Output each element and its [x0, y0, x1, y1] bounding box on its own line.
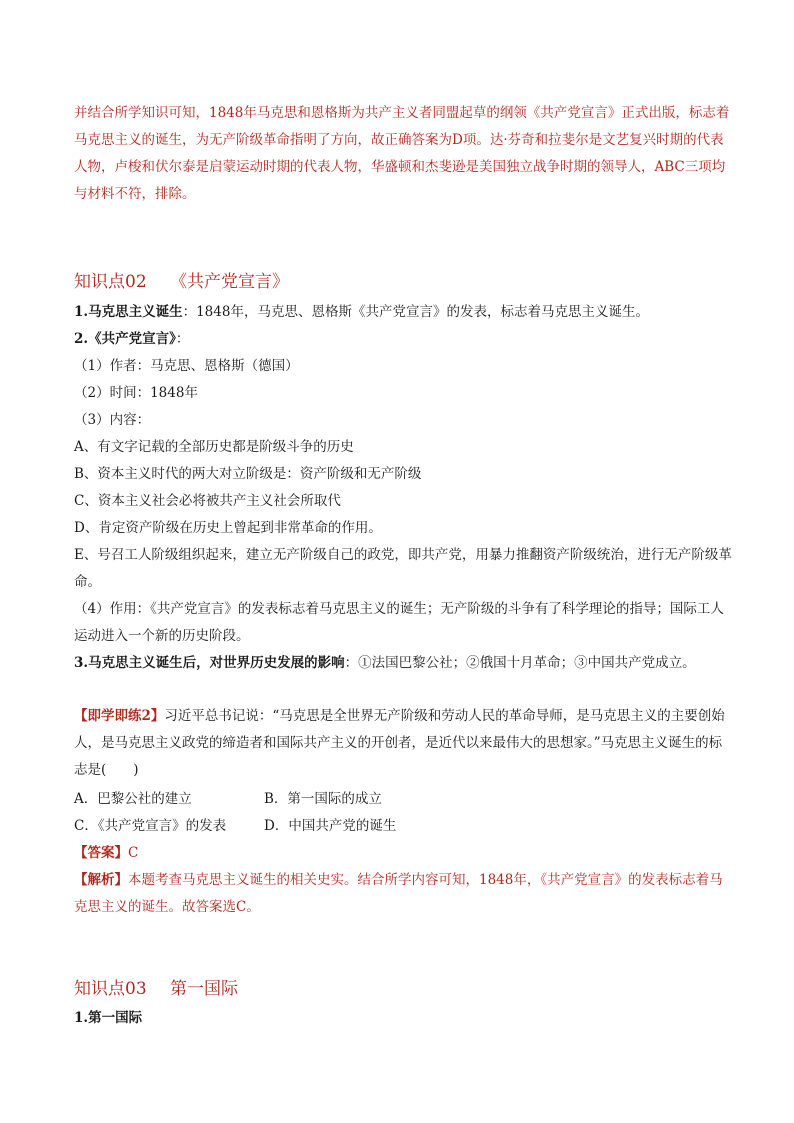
answer-tag: 【答案】 [74, 845, 128, 861]
question-text: 习近平总书记说：“马克思是全世界无产阶级和劳动人民的革命导师，是马克思主义的主要创始人，是马克思主义政党的缔造者和国际共产主义的开创者，是近代以来最伟大的思想家。”马克思主义诞生的标志是( ) [74, 708, 725, 778]
item-text: ：①法国巴黎公社；②俄国十月革命；③中国共产党成立。 [344, 655, 696, 671]
section-heading-03 [74, 977, 734, 1001]
option-d[interactable]: D．中国共产党的诞生 [264, 818, 397, 834]
item-label: 2.《共产党宣言》 [74, 331, 176, 347]
options-row-2 [74, 813, 734, 840]
options-row-1 [74, 786, 734, 813]
section3-item-1 [74, 1005, 734, 1032]
analysis-paragraph [74, 867, 734, 921]
knowledge-item-1 [74, 299, 734, 326]
answer-line [74, 840, 734, 867]
section-heading-02 [74, 270, 734, 294]
option-a[interactable]: A．巴黎公社的建立 [74, 791, 192, 807]
exercise-tag: 【即学即练2】 [74, 708, 165, 724]
content-point-c: C、资本主义社会必将被共产主义社会所取代 [74, 493, 341, 509]
manifesto-time: （2）时间：1848年 [74, 385, 198, 401]
item-label: 1.马克思主义诞生 [74, 304, 183, 320]
content-point-a: A、有文字记载的全部历史都是阶级斗争的历史 [74, 439, 354, 455]
knowledge-item-3 [74, 650, 734, 677]
manifesto-content-label: （3）内容： [74, 412, 151, 428]
section-number: 知识点03 [74, 979, 147, 999]
exercise-question [74, 703, 734, 784]
answer-value: C [128, 845, 139, 861]
content-point-e: E、号召工人阶级组织起来，建立无产阶级自己的政党，即共产党，用暴力推翻资产阶级统治，进行无产阶级革命。 [74, 547, 732, 590]
content-point-b: B、资本主义时代的两大对立阶级是：资产阶级和无产阶级 [74, 466, 422, 482]
item-text: ： [175, 331, 190, 347]
option-c[interactable]: C．《共产党宣言》的发表 [74, 818, 227, 834]
section-title: 《共产党宣言》 [170, 272, 290, 292]
content-point-d: D、肯定资产阶级在历史上曾起到非常革命的作用。 [74, 520, 382, 536]
section-title: 第一国际 [170, 979, 239, 999]
item-label: 3.马克思主义诞生后，对世界历史发展的影响 [74, 655, 345, 671]
analysis-tag: 【解析】 [74, 872, 128, 888]
option-b[interactable]: B．第一国际的成立 [264, 791, 382, 807]
intro-paragraph: 并结合所学知识可知，1848年马克思和恩格斯为共产主义者同盟起草的纲领《共产党宣言》正式出版，标志着马克思主义的诞生，为无产阶级革命指明了方向，故正确答案为D项。达·芬奇和拉斐尔是文艺复兴时期的代表人物，卢梭和伏尔泰是启蒙运动时期的代表人物，华盛顿和杰斐逊是美国独立战争时期的领导人，ABC三项均与材料不符，排除。 [74, 105, 730, 202]
section-number: 知识点02 [74, 272, 147, 292]
item-label: 1.第一国际 [74, 1010, 143, 1026]
manifesto-effect: （4）作用：《共产党宣言》的发表标志着马克思主义的诞生；无产阶级的斗争有了科学理论的指导；国际工人运动进入一个新的历史阶段。 [74, 601, 724, 644]
manifesto-author: （1）作者：马克思、恩格斯（德国） [74, 358, 299, 374]
analysis-text: 本题考查马克思主义诞生的相关史实。结合所学内容可知，1848年，《共产党宣言》的发表标志着马克思主义的诞生。故答案选C。 [74, 872, 723, 915]
item-text: ：1848年，马克思、恩格斯《共产党宣言》的发表，标志着马克思主义诞生。 [182, 304, 649, 320]
knowledge-item-2 [74, 326, 734, 353]
